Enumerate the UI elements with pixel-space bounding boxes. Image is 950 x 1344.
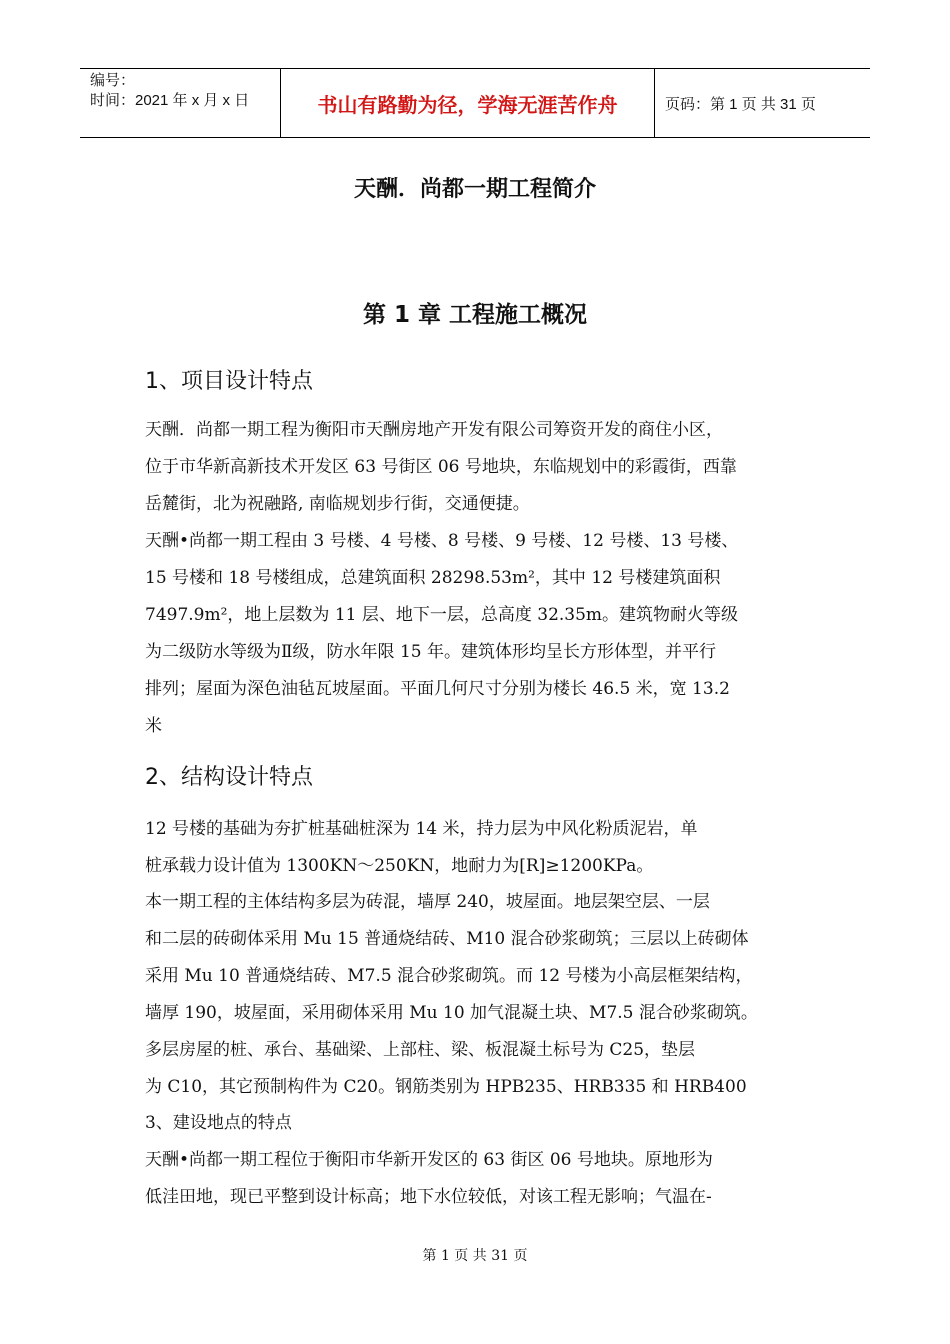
text-line: 岳麓街，北为祝融路, 南临规划步行街，交通便捷。	[145, 494, 530, 514]
text-line: 为二级防水等级为Ⅱ级，防水年限 15 年。建筑体形均呈长方形体型，并平行	[145, 642, 716, 662]
section-2-paragraph-2	[145, 884, 810, 1032]
document-title: 天酬．尚都一期工程简介	[353, 177, 596, 202]
header-left-cell	[80, 69, 281, 137]
header-motto-cell	[281, 69, 655, 137]
page-footer: 第 1 页 共 31 页	[422, 1248, 528, 1264]
header-page-cell	[655, 69, 880, 137]
page-info: 页码：第 1 页 共 31 页	[665, 95, 816, 113]
doc-number-label: 编号：	[90, 72, 136, 89]
section-3-heading-block	[145, 1105, 810, 1142]
section-3-heading: 3、建设地点的特点	[145, 1113, 292, 1133]
text-line: 位于市华新高新技术开发区 63 号街区 06 号地块，东临规划中的彩霞街，西靠	[145, 457, 737, 477]
text-line: 米	[145, 716, 162, 736]
text-line: 7497.9m²，地上层数为 11 层、地下一层，总高度 32.35m。建筑物耐火等级	[145, 605, 739, 625]
section-3-paragraph-1	[145, 1142, 810, 1216]
text-line: 本一期工程的主体结构多层为砖混，墙厚 240，坡屋面。地层架空层、一层	[145, 892, 710, 912]
text-line: 墙厚 190，坡屋面，采用砌体采用 Mu 10 加气混凝土块、M7.5 混合砂浆砌筑。	[145, 1003, 758, 1023]
text-line: 采用 Mu 10 普通烧结砖、M7.5 混合砂浆砌筑。而 12 号楼为小高层框架结构，	[145, 966, 753, 986]
text-line: 12 号楼的基础为夯扩桩基础桩深为 14 米，持力层为中风化粉质泥岩，单	[145, 819, 698, 839]
section-2-heading: 2、结构设计特点	[145, 765, 313, 790]
text-line: 15 号楼和 18 号楼组成，总建筑面积 28298.53m²，其中 12 号楼建筑面积	[145, 568, 721, 588]
text-line: 天酬•尚都一期工程位于衡阳市华新开发区的 63 街区 06 号地块。原地形为	[145, 1150, 713, 1170]
doc-time-label: 时间：2021 年 x 月 x 日	[90, 92, 250, 109]
section-1-paragraph-2	[145, 523, 810, 745]
header-table	[80, 68, 870, 138]
text-line: 天酬•尚都一期工程由 3 号楼、4 号楼、8 号楼、9 号楼、12 号楼、13 号楼、	[145, 531, 739, 551]
text-line: 多层房屋的桩、承台、基础梁、上部柱、梁、板混凝土标号为 C25，垫层	[145, 1040, 696, 1060]
section-2-paragraph-1	[145, 811, 810, 885]
text-line: 低洼田地，现已平整到设计标高；地下水位较低，对该工程无影响；气温在-	[145, 1187, 712, 1207]
text-line: 桩承载力设计值为 1300KN～250KN，地耐力为[R]≥1200KPa。	[145, 856, 654, 876]
text-line: 排列；屋面为深色油毡瓦坡屋面。平面几何尺寸分别为楼长 46.5 米，宽 13.2	[145, 679, 730, 699]
section-2-paragraph-3	[145, 1032, 810, 1106]
text-line: 为 C10，其它预制构件为 C20。钢筋类别为 HPB235、HRB335 和 HRB400	[145, 1077, 747, 1097]
section-1-paragraph-1	[145, 412, 810, 523]
motto-text: 书山有路勤为径，学海无涯苦作舟	[317, 92, 618, 117]
text-line: 天酬．尚都一期工程为衡阳市天酬房地产开发有限公司筹资开发的商住小区，	[145, 420, 723, 440]
chapter-title: 第 1 章 工程施工概况	[362, 302, 588, 328]
text-line: 和二层的砖砌体采用 Mu 15 普通烧结砖、M10 混合砂浆砌筑；三层以上砖砌体	[145, 929, 749, 949]
section-1-heading: 1、项目设计特点	[145, 369, 313, 394]
